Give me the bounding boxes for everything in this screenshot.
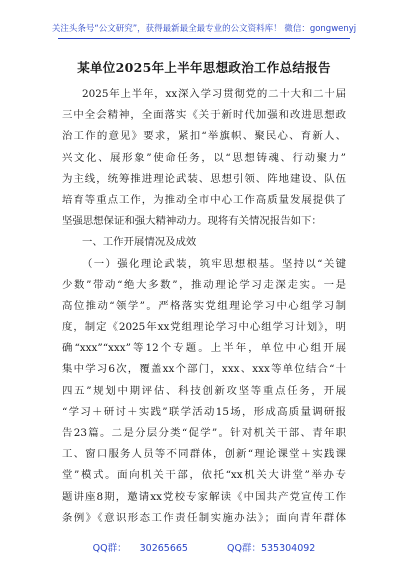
- body-line: 治工作的意见》要求，紧扣“举旗帜、聚民心、育新人、: [62, 130, 346, 143]
- document-title: 某单位2025年上半年思想政治工作总结报告: [77, 60, 331, 75]
- body-line: 三中全会精神，全面落实《关于新时代加强和改进思想政: [62, 109, 346, 122]
- body-line: 确“xxx”“xxx”等12个专题。上半年，单位中心组开展: [62, 342, 346, 355]
- body-line: 度，制定《2025年xx党组理论学习中心组学习计划》，明: [62, 321, 346, 334]
- document-body: [62, 84, 346, 529]
- body-line: 工、窗口服务人员等不同群体，创新“理论课堂＋实践课: [62, 448, 346, 461]
- header-divider: [58, 38, 350, 39]
- body-line: 条例》《意识形态工作责任制实施办法》；面向青年群体: [62, 511, 346, 524]
- footer-contact: [0, 540, 408, 554]
- body-line: 堂”模式。面向机关干部，依托“xx机关大讲堂”举办专: [62, 469, 346, 482]
- body-line: “学习＋研讨＋实践”联学活动15场，形成高质量调研报: [62, 405, 346, 418]
- body-line: 题讲座8期，邀请xx党校专家解读《中国共产党宣传工作: [62, 490, 346, 503]
- body-line: 培育等重点工作，为推动全市中心工作高质量发展提供了: [62, 193, 346, 206]
- body-line: 集中学习6次，覆盖xx个部门，xxx、xxx等单位结合“十: [62, 363, 346, 376]
- footer-qq-group-2: QQ群：535304092: [227, 543, 316, 554]
- body-line: 高位推动“领学”。严格落实党组理论学习中心组学习制: [62, 299, 346, 312]
- body-line: 四五”规划中期评估、科技创新攻坚等重点任务，开展: [62, 384, 346, 397]
- footer-qq-group-1: QQ群： 30265665: [92, 543, 188, 554]
- body-line: 告23篇。二是分层分类“促学”。针对机关干部、青年职: [62, 427, 346, 439]
- body-line: 为主线，统筹推进理论武装、思想引领、阵地建设、队伍: [62, 172, 346, 185]
- body-line: 少数”带动“绝大多数”，推动理论学习走深走实。一是: [62, 278, 346, 291]
- header-promo-note: 关注头条号“公文研究”，获得最新最全最专业的公文资料库！ 微信：gongwenyj: [51, 24, 357, 34]
- body-line: 兴文化、展形象”使命任务，以“思想铸魂、行动聚力”: [62, 151, 346, 164]
- body-line: （一）强化理论武装，筑牢思想根基。坚持以“关键: [82, 257, 346, 270]
- body-line: 2025年上半年，xx深入学习贯彻党的二十大和二十届: [82, 88, 346, 100]
- section-heading: 一、工作开展情况及成效: [82, 236, 197, 249]
- body-line: 坚强思想保证和强大精神动力。现将有关情况报告如下：: [62, 215, 322, 228]
